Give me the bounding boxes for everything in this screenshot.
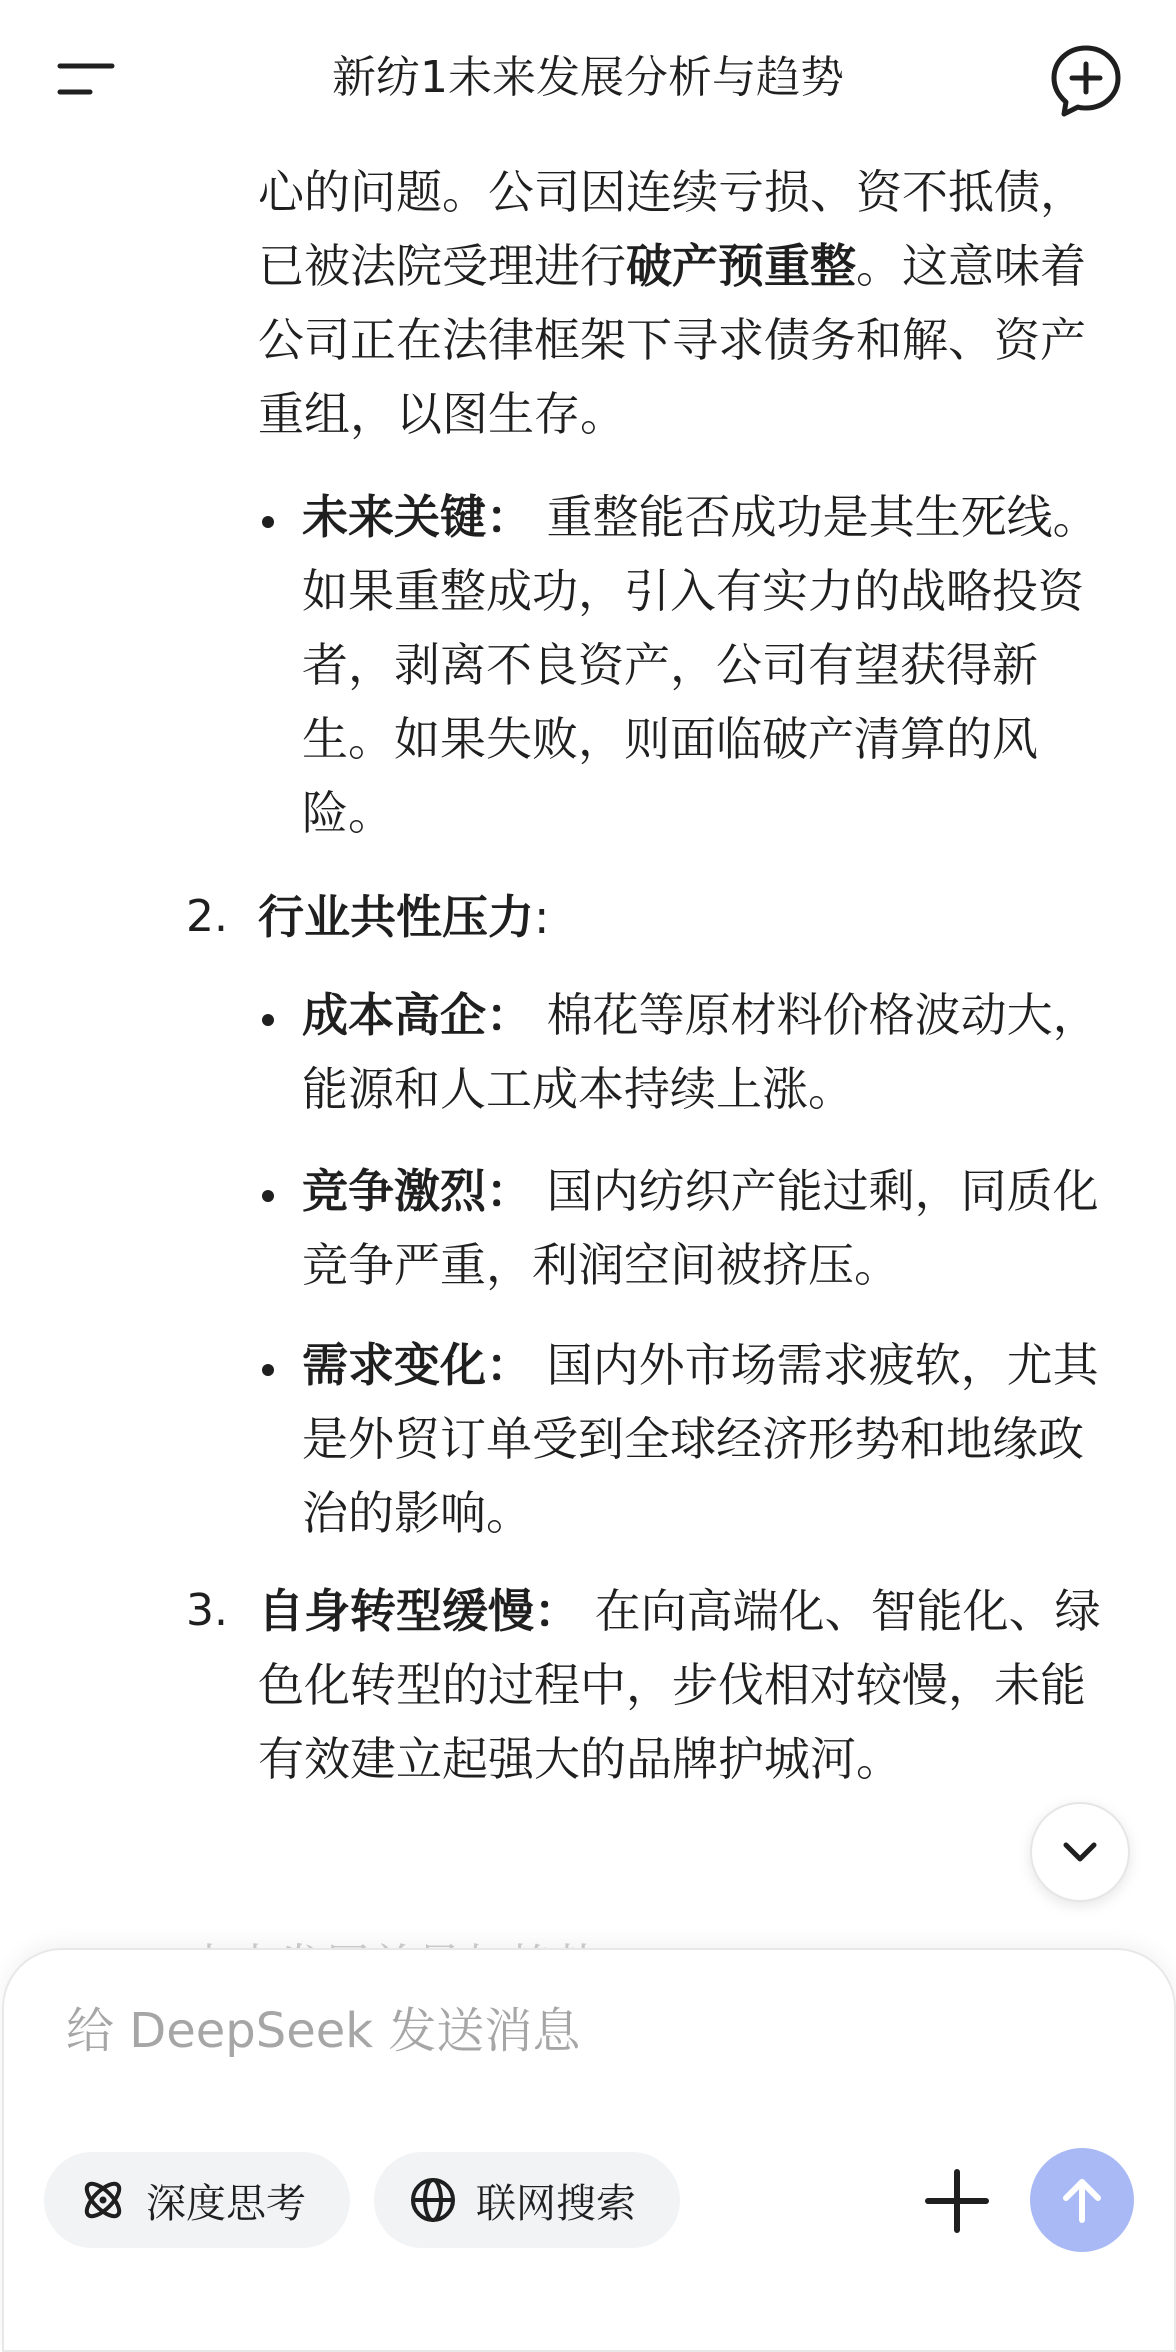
bullet-demand: 需求变化： 国内外市场需求疲软，尤其是外贸订单受到全球经济形势和地缘政治的影响。 <box>302 1338 1099 1540</box>
bullet-dot <box>262 516 274 528</box>
bullet-cost: 成本高企： 棉花等原材料价格波动大，能源和人工成本持续上涨。 <box>302 988 1099 1116</box>
bullet-dot <box>262 1190 274 1202</box>
send-button[interactable] <box>1030 2148 1134 2252</box>
arrow-up-icon <box>1056 2174 1108 2226</box>
item-industry-pressure: 行业共性压力: <box>258 890 550 944</box>
bullet-dot <box>262 1364 274 1376</box>
message-input[interactable] <box>64 1990 1068 2072</box>
deep-think-toggle[interactable] <box>44 2152 350 2248</box>
globe-icon <box>408 2175 458 2225</box>
scroll-down-button[interactable] <box>1030 1802 1130 1902</box>
new-chat-icon[interactable] <box>1048 42 1124 118</box>
bullet-competition: 竞争激烈： 国内纺织产能过剩，同质化竞争严重，利润空间被挤压。 <box>302 1164 1099 1292</box>
list-number: 3. <box>186 1585 228 1636</box>
deep-think-label: 深度思考 <box>146 2180 306 2227</box>
web-search-toggle[interactable] <box>374 2152 680 2248</box>
paragraph-restructure: 心的问题。公司因连续亏损、资不抵债，已被法院受理进行破产预重整。这意味着公司正在法律框架下寻求债务和解、资产重组，以图生存。 <box>258 165 1086 441</box>
bullet-dot <box>262 1014 274 1026</box>
list-number: 2. <box>186 891 228 942</box>
plus-icon <box>922 2166 992 2236</box>
chat-content <box>0 150 1176 1950</box>
chevron-down-icon <box>1058 1830 1102 1874</box>
top-bar <box>0 0 1176 150</box>
chat-title: 新纺1未来发展分析与趋势 <box>332 52 844 103</box>
item-slow-transformation: 自身转型缓慢： 在向高端化、智能化、绿色化转型的过程中，步伐相对较慢，未能有效建立起强大的品牌护城河。 <box>258 1584 1101 1786</box>
web-search-label: 联网搜索 <box>476 2180 636 2227</box>
atom-icon <box>78 2175 128 2225</box>
attach-button[interactable] <box>922 2166 992 2236</box>
bullet-future-key: 未来关键： 重整能否成功是其生死线。如果重整成功，引入有实力的战略投资者，剥离不良资产，公司有望获得新生。如果失败，则面临破产清算的风险。 <box>302 490 1099 840</box>
menu-icon[interactable] <box>50 52 122 104</box>
message-composer <box>2 1948 1176 2352</box>
